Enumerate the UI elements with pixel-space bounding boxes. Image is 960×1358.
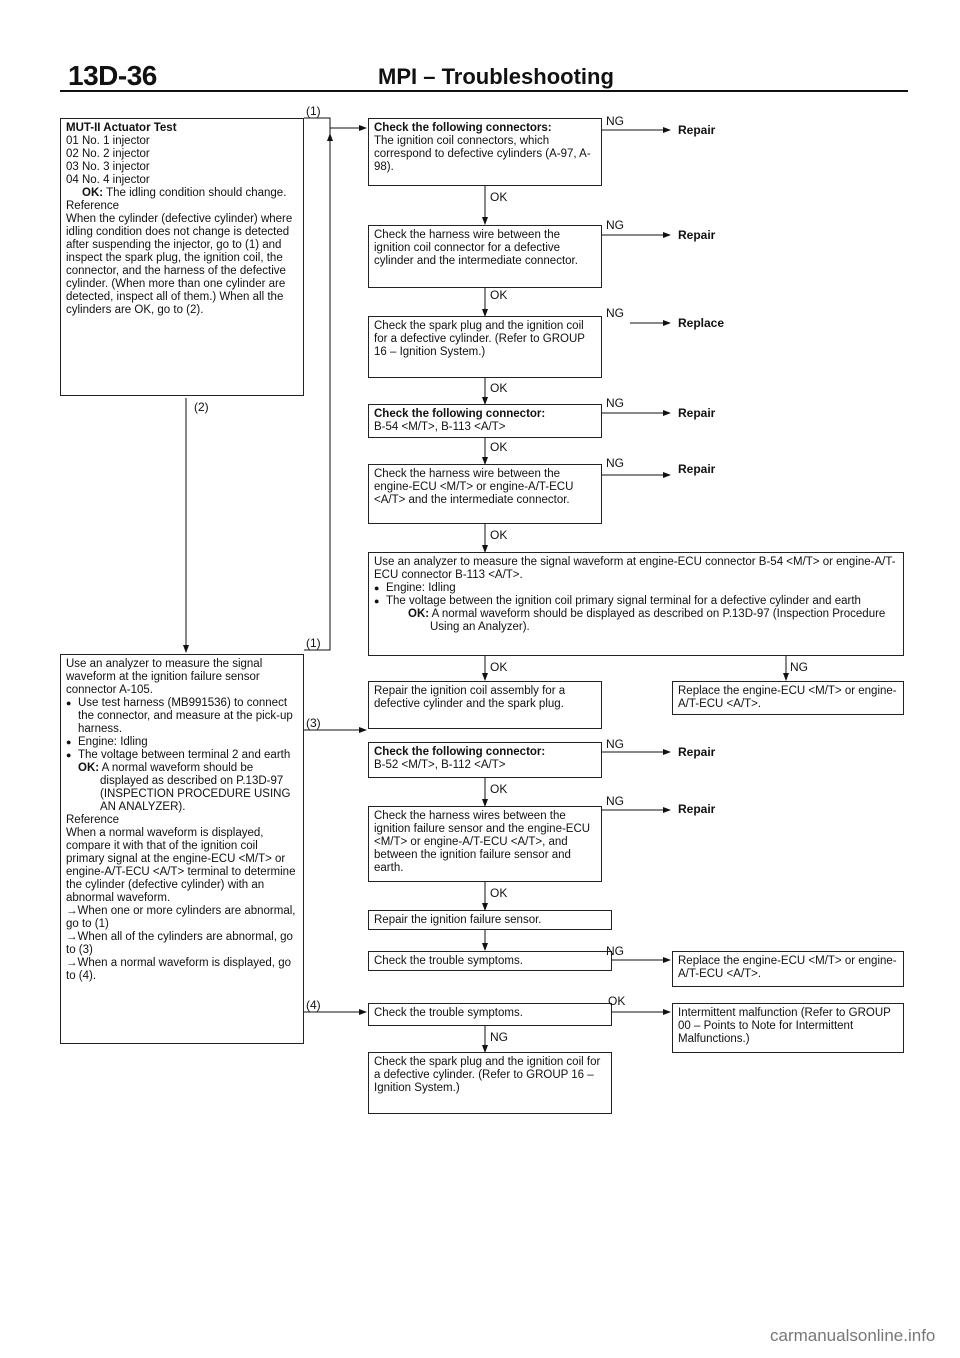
- actuator-ok: OK: The idling condition should change.: [82, 187, 287, 199]
- step-check-sensor-harness: Check the harness wires between the ignition failure sensor and the engine-ECU <M/T> or engine-A/T-ECU <A/T>, and between the ignition failure sensor and earth.: [368, 806, 602, 882]
- step-repair-sensor: Repair the ignition failure sensor.: [368, 910, 612, 930]
- ng-label: NG: [606, 794, 624, 808]
- ok-label: OK: [490, 660, 508, 674]
- ok-label: OK: [490, 528, 508, 542]
- ng-label: NG: [606, 737, 624, 751]
- step-ecu-analyzer: Use an analyzer to measure the signal waveform at engine-ECU connector B-54 <M/T> or engine-A/T-ECU connector B-113 <A/T>. ● Engine: Idling ● The voltage between the ignition coil primary signal terminal for a defective cylinder and earth OK: A normal waveform should be displayed as described on P.13D-97 (Inspection Procedure Using an Analyzer).: [368, 552, 904, 656]
- branch-label-2: (2): [194, 400, 209, 414]
- step-check-coil-connectors: Check the following connectors: The ignition coil connectors, which correspond to defective cylinders (A-97, A-98).: [368, 118, 602, 186]
- actuator-ref-text: When the cylinder (defective cylinder) where idling condition does not change is detected after suspending the injector, go to (1) and inspect the spark plug, the ignition coil, the connector, and the harness of the defective cylinder. (When more than one cylinder are detected, inspect all of them.) When all the cylinders are OK, go to (2).: [66, 213, 293, 316]
- analyzer-branch: →When one or more cylinders are abnormal, go to (1): [66, 905, 296, 930]
- page-title: MPI – Troubleshooting: [378, 64, 614, 89]
- ok-label: OK: [490, 440, 508, 454]
- step-check-connector-b52: Check the following connector: B-52 <M/T>, B-112 <A/T>: [368, 742, 602, 778]
- ng-label: NG: [606, 944, 624, 958]
- actuator-ref-label: Reference: [66, 200, 120, 212]
- branch-label-4: (4): [306, 998, 321, 1012]
- ignition-sensor-analyzer-box: [60, 654, 304, 1044]
- result-repair: Repair: [678, 406, 716, 420]
- ok-label: OK: [490, 782, 508, 796]
- ng-label: NG: [790, 660, 808, 674]
- result-repair: Repair: [678, 802, 716, 816]
- step-check-connector-b54: Check the following connector: B-54 <M/T>, B-113 <A/T>: [368, 404, 602, 438]
- result-repair: Repair: [678, 123, 716, 137]
- analyzer-branch: →When a normal waveform is displayed, go to (4).: [66, 957, 291, 982]
- page-number: 13D-36: [68, 60, 157, 91]
- actuator-item: 04 No. 4 injector: [66, 174, 150, 186]
- ok-label: OK: [490, 381, 508, 395]
- actuator-test-box: [60, 118, 304, 396]
- analyzer-intro: Use an analyzer to measure the signal waveform at the ignition failure sensor connector A-105.: [66, 658, 263, 696]
- analyzer-bullet: ● Engine: Idling: [66, 736, 298, 749]
- step-check-symptoms-2: Check the trouble symptoms.: [368, 1003, 612, 1026]
- step-check-spark-plug: Check the spark plug and the ignition coil for a defective cylinder. (Refer to GROUP 16 – Ignition System.): [368, 316, 602, 378]
- ng-label: NG: [490, 1030, 508, 1044]
- result-repair: Repair: [678, 745, 716, 759]
- step-intermittent: Intermittent malfunction (Refer to GROUP 00 – Points to Note for Intermittent Malfunctions.): [672, 1003, 904, 1053]
- ok-label: OK: [490, 190, 508, 204]
- step-check-ecu-harness: Check the harness wire between the engine-ECU <M/T> or engine-A/T-ECU <A/T> and the intermediate connector.: [368, 464, 602, 524]
- ng-label: NG: [606, 456, 624, 470]
- step-check-coil-harness: Check the harness wire between the ignition coil connector for a defective cylinder and the intermediate connector.: [368, 225, 602, 288]
- ng-label: NG: [606, 396, 624, 410]
- analyzer-ref-label: Reference: [66, 814, 120, 826]
- analyzer-bullet: ● Use test harness (MB991536) to connect the connector, and measure at the pick-up harness.: [66, 697, 298, 736]
- ng-label: NG: [606, 306, 624, 320]
- actuator-item: 02 No. 2 injector: [66, 148, 150, 160]
- branch-label-1: (1): [306, 104, 321, 118]
- ok-label: OK: [490, 886, 508, 900]
- step-check-symptoms: Check the trouble symptoms.: [368, 951, 612, 971]
- ok-label: OK: [490, 288, 508, 302]
- analyzer-bullet: ● The voltage between terminal 2 and earth: [66, 749, 298, 762]
- result-repair: Repair: [678, 462, 716, 476]
- analyzer-ok: OK: A normal waveform should be displayed as described on P.13D-97 (INSPECTION PROCEDURE USING AN ANALYZER).: [78, 762, 291, 813]
- step-check-spark-plug-2: Check the spark plug and the ignition coil for a defective cylinder. (Refer to GROUP 16 – Ignition System.): [368, 1052, 612, 1114]
- ng-label: NG: [606, 218, 624, 232]
- step-replace-ecu-2: Replace the engine-ECU <M/T> or engine-A/T-ECU <A/T>.: [672, 951, 904, 987]
- actuator-item: 03 No. 3 injector: [66, 161, 150, 173]
- analyzer-branch: →When all of the cylinders are abnormal, go to (3): [66, 931, 293, 956]
- actuator-item: 01 No. 1 injector: [66, 135, 150, 147]
- branch-label-1: (1): [306, 636, 321, 650]
- watermark: carmanualsonline.info: [770, 1326, 936, 1345]
- result-repair: Repair: [678, 228, 716, 242]
- analyzer-ref-text: When a normal waveform is displayed, compare it with that of the ignition coil primary signal at the engine-ECU <M/T> or engine-A/T-ECU <A/T> terminal to determine the cylinder (defective cylinder) with an abnormal waveform.: [66, 827, 296, 904]
- result-replace: Replace: [678, 316, 725, 330]
- actuator-test-title: MUT-II Actuator Test: [66, 122, 177, 134]
- ng-label: NG: [606, 114, 624, 128]
- ok-label: OK: [608, 994, 626, 1008]
- branch-label-3: (3): [306, 716, 321, 730]
- step-replace-ecu: Replace the engine-ECU <M/T> or engine-A/T-ECU <A/T>.: [672, 681, 904, 715]
- step-repair-coil-assembly: Repair the ignition coil assembly for a defective cylinder and the spark plug.: [368, 681, 602, 729]
